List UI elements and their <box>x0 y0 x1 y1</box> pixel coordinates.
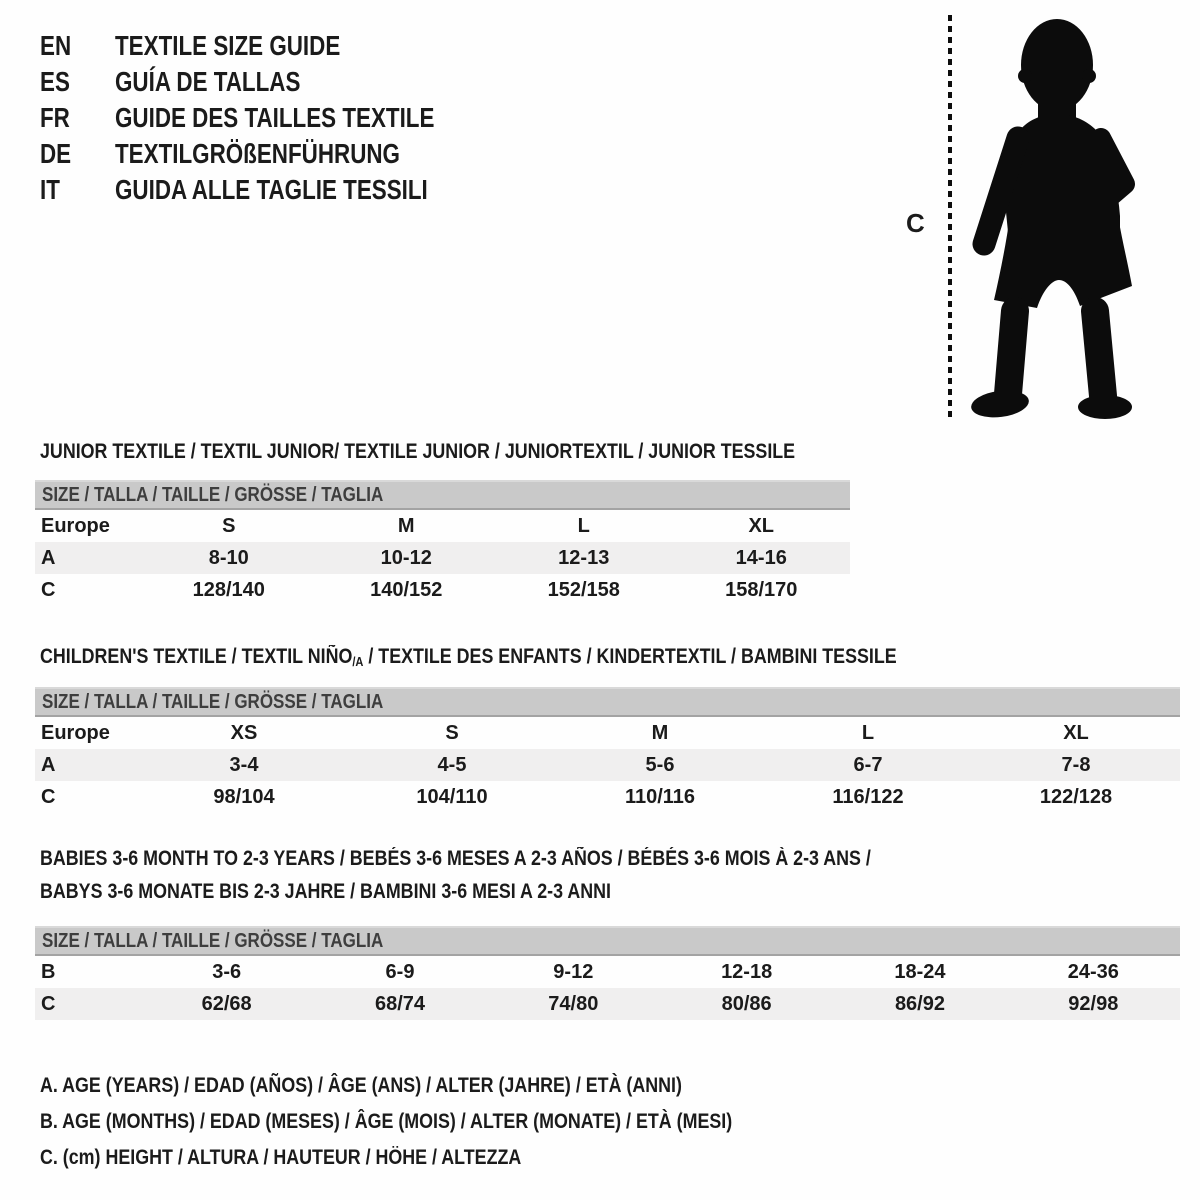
row-label: C <box>41 578 56 601</box>
size-cell: 12-18 <box>721 960 773 983</box>
size-cell: XS <box>230 721 258 744</box>
babies-size-table <box>35 926 1180 1020</box>
size-cell: 140/152 <box>370 578 443 601</box>
table-row <box>35 542 850 574</box>
size-cell: M <box>397 514 415 537</box>
table-row <box>35 717 1180 749</box>
lang-title: TEXTILE SIZE GUIDE <box>115 30 341 61</box>
children-section-title-text: CHILDREN'S TEXTILE / TEXTIL NIÑO/A / TEXTILE DES ENFANTS / KINDERTEXTIL / BAMBINI TESSILE <box>40 645 897 669</box>
size-cell: 128/140 <box>192 578 265 601</box>
babies-title-line1: BABIES 3-6 MONTH TO 2-3 YEARS / BEBÉS 3-6 MESES A 2-3 AÑOS / BÉBÉS 3-6 MOIS À 2-3 ANS / <box>40 847 871 870</box>
size-header-text: SIZE / TALLA / TAILLE / GRÖSSE / TAGLIA <box>42 690 384 713</box>
row-label: B <box>41 960 56 983</box>
height-measure-dashed-line <box>948 15 952 417</box>
size-cell: 6-9 <box>385 960 415 983</box>
lang-title: GUIDA ALLE TAGLIE TESSILI <box>115 174 428 205</box>
junior-size-grid <box>35 510 850 606</box>
size-cell: 122/128 <box>1039 785 1113 808</box>
lang-title: GUIDE DES TAILLES TEXTILE <box>115 102 435 133</box>
table-row <box>35 749 1180 781</box>
size-cell: 98/104 <box>213 785 275 808</box>
size-cell: 12-13 <box>558 546 610 569</box>
size-cell: 74/80 <box>548 992 599 1015</box>
children-section-title <box>40 645 1048 669</box>
babies-section-title <box>40 842 1018 908</box>
size-cell: 158/170 <box>725 578 798 601</box>
size-cell: 18-24 <box>894 960 946 983</box>
size-cell: 10-12 <box>380 546 432 569</box>
row-label: C <box>41 785 56 808</box>
size-cell: 104/110 <box>416 785 488 808</box>
size-cell: 116/122 <box>832 785 904 808</box>
size-cell: S <box>445 721 459 744</box>
junior-section-title-text: JUNIOR TEXTILE / TEXTIL JUNIOR/ TEXTILE JUNIOR / JUNIORTEXTIL / JUNIOR TESSILE <box>40 440 796 463</box>
size-cell: 5-6 <box>645 753 675 776</box>
lang-code: ES <box>40 66 70 97</box>
size-cell: XL <box>1063 721 1089 744</box>
row-label: Europe <box>41 514 110 537</box>
size-cell: 3-4 <box>229 753 259 776</box>
size-cell: S <box>222 514 236 537</box>
lang-code: IT <box>40 174 60 205</box>
size-header-bar <box>35 687 1180 717</box>
children-size-table <box>35 687 1180 813</box>
size-cell: 14-16 <box>735 546 787 569</box>
size-cell: 80/86 <box>721 992 772 1015</box>
baby-silhouette-icon <box>968 16 1140 420</box>
size-cell: 8-10 <box>208 546 249 569</box>
junior-section-title <box>40 440 928 464</box>
size-cell: 9-12 <box>553 960 594 983</box>
babies-title-line2: BABYS 3-6 MONATE BIS 2-3 JAHRE / BAMBINI 3-6 MESI A 2-3 ANNI <box>40 880 611 903</box>
size-header-text: SIZE / TALLA / TAILLE / GRÖSSE / TAGLIA <box>42 483 384 506</box>
table-row <box>35 956 1180 988</box>
babies-size-grid <box>35 956 1180 1020</box>
size-cell: 110/116 <box>624 785 696 808</box>
size-header-bar <box>35 480 850 510</box>
legend-line-a: A. AGE (YEARS) / EDAD (AÑOS) / ÂGE (ANS) / ALTER (JAHRE) / ETÀ (ANNI) <box>40 1074 682 1097</box>
size-header-bar <box>35 926 1180 956</box>
row-label: C <box>41 992 56 1015</box>
table-row <box>35 781 1180 813</box>
legend-line-b: B. AGE (MONTHS) / EDAD (MESES) / ÂGE (MOIS) / ALTER (MONATE) / ETÀ (MESI) <box>40 1110 733 1133</box>
lang-title: TEXTILGRÖßENFÜHRUNG <box>115 138 400 169</box>
lang-code: EN <box>40 30 72 61</box>
size-cell: 152/158 <box>547 578 620 601</box>
size-cell: 62/68 <box>201 992 252 1015</box>
size-cell: 24-36 <box>1067 960 1119 983</box>
size-cell: L <box>577 514 590 537</box>
size-cell: XL <box>748 514 775 537</box>
size-cell: 68/74 <box>374 992 426 1015</box>
height-measure-label: C <box>906 208 925 238</box>
row-label: A <box>41 753 56 776</box>
children-size-grid <box>35 717 1180 813</box>
row-label: A <box>41 546 56 569</box>
legend-line-c: C. (cm) HEIGHT / ALTURA / HAUTEUR / HÖHE / ALTEZZA <box>40 1146 522 1169</box>
size-cell: 6-7 <box>853 753 883 776</box>
table-row <box>35 988 1180 1020</box>
size-cell: 92/98 <box>1068 992 1119 1015</box>
size-cell: 3-6 <box>212 960 242 983</box>
size-cell: 86/92 <box>894 992 945 1015</box>
size-header-text: SIZE / TALLA / TAILLE / GRÖSSE / TAGLIA <box>42 929 384 952</box>
lang-title: GUÍA DE TALLAS <box>115 66 301 97</box>
table-row <box>35 574 850 606</box>
nino-a-subscript: /A <box>352 653 364 669</box>
lang-code: FR <box>40 102 70 133</box>
junior-size-table <box>35 480 850 606</box>
size-cell: M <box>651 721 669 744</box>
lang-code: DE <box>40 138 72 169</box>
measurement-legend <box>40 1068 854 1176</box>
size-cell: 4-5 <box>437 753 467 776</box>
table-row <box>35 510 850 542</box>
size-cell: L <box>861 721 875 744</box>
size-cell: 7-8 <box>1061 753 1091 776</box>
row-label: Europe <box>41 721 110 744</box>
